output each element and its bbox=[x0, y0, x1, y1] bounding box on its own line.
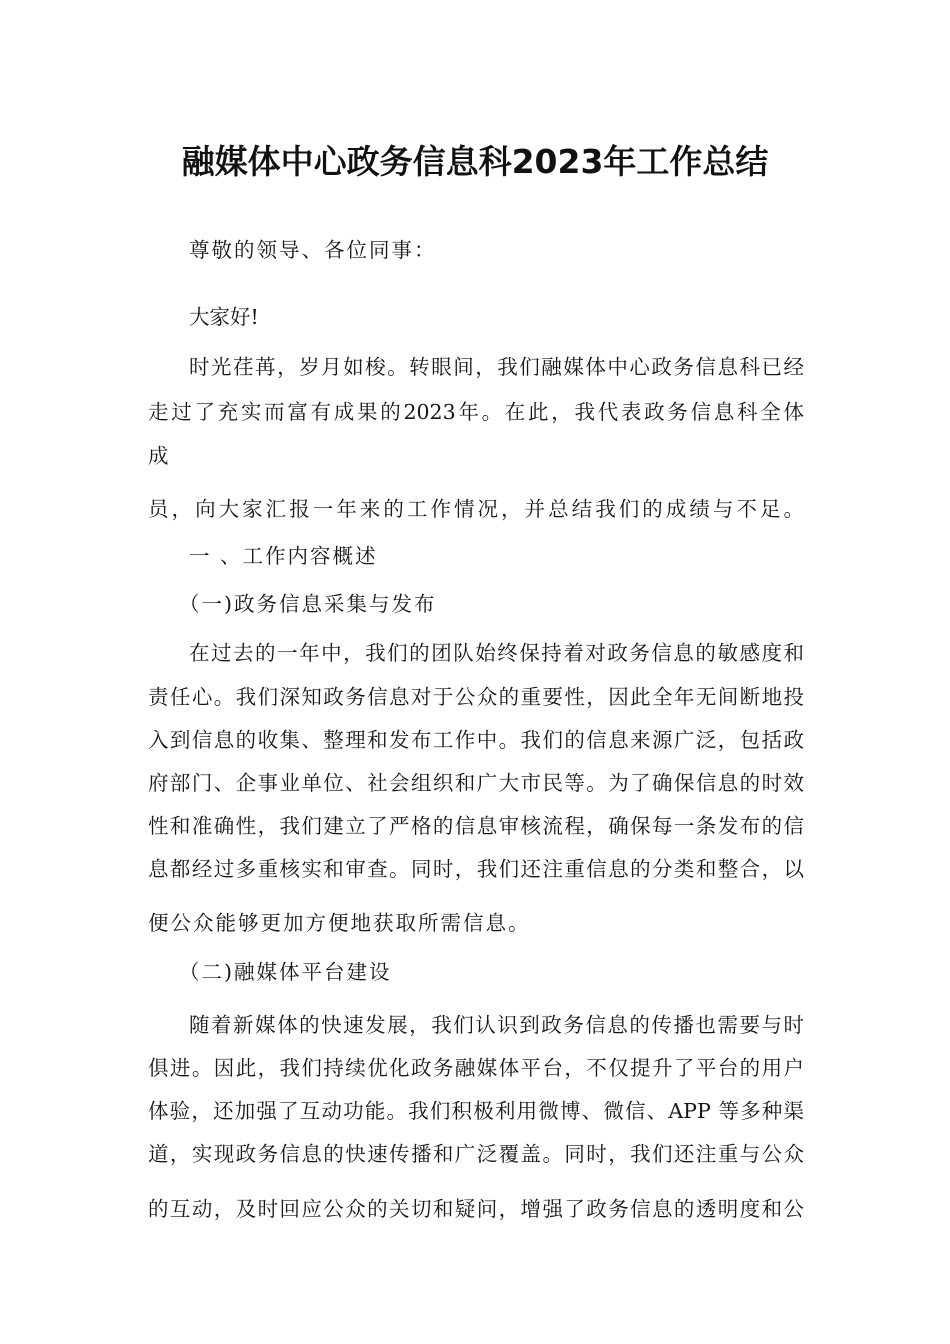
paragraph-line: 入到信息的收集、整理和发布工作中。我们的信息来源广泛，包括政 bbox=[148, 728, 804, 752]
paragraph-line: 时光荏苒，岁月如梭。转眼间，我们融媒体中心政务信息科已经 bbox=[189, 355, 804, 379]
paragraph-line: 性和准确性，我们建立了严格的信息审核流程，确保每一条发布的信 bbox=[148, 814, 804, 838]
greeting: 大家好! bbox=[189, 305, 259, 329]
paragraph-line: 息都经过多重核实和审查。同时，我们还注重信息的分类和整合，以 bbox=[148, 857, 804, 881]
document-title: 融媒体中心政务信息科2023年工作总结 bbox=[181, 142, 769, 181]
paragraph-line: 成 bbox=[148, 444, 169, 468]
section-heading: 一 、工作内容概述 bbox=[189, 544, 378, 568]
paragraph-line: 体验，还加强了互动功能。我们积极利用微博、微信、APP 等多种渠 bbox=[148, 1099, 804, 1123]
paragraph-line: 府部门、企事业单位、社会组织和广大市民等。为了确保信息的时效 bbox=[148, 771, 804, 795]
paragraph-line: 俱进。因此，我们持续优化政务融媒体平台，不仅提升了平台的用户 bbox=[148, 1056, 804, 1080]
paragraph-line: 道，实现政务信息的快速传播和广泛覆盖。同时，我们还注重与公众 bbox=[148, 1142, 804, 1166]
subsection-heading: （二)融媒体平台建设 bbox=[179, 960, 392, 984]
salutation: 尊敬的领导、各位同事： bbox=[189, 238, 437, 262]
paragraph-line: 走过了充实而富有成果的2023年。在此，我代表政务信息科全体 bbox=[148, 400, 804, 424]
paragraph-line: 随着新媒体的快速发展，我们认识到政务信息的传播也需要与时 bbox=[189, 1013, 804, 1037]
paragraph-line: 便公众能够更加方便地获取所需信息。 bbox=[148, 911, 531, 935]
paragraph-line: 在过去的一年中，我们的团队始终保持着对政务信息的敏感度和 bbox=[189, 641, 804, 665]
paragraph-line: 责任心。我们深知政务信息对于公众的重要性，因此全年无间断地投 bbox=[148, 685, 804, 709]
paragraph-line: 员，向大家汇报一年来的工作情况，并总结我们的成绩与不足。 bbox=[148, 497, 804, 521]
paragraph-line: 的互动，及时回应公众的关切和疑问，增强了政务信息的透明度和公 bbox=[148, 1197, 804, 1221]
subsection-heading: （一)政务信息采集与发布 bbox=[179, 592, 437, 616]
